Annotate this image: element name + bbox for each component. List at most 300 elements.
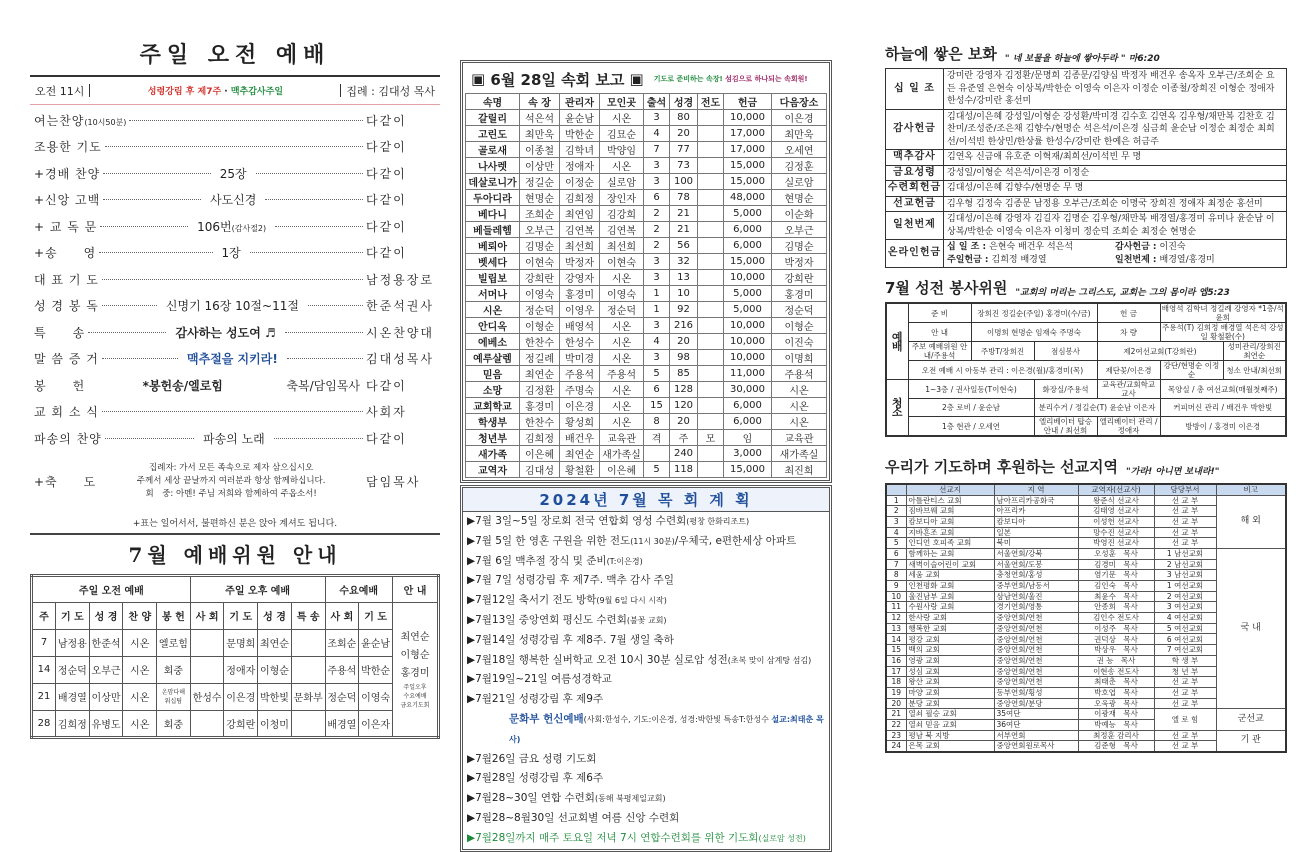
order-content [169,324,281,341]
online-label: 감사헌금 : [1115,242,1157,252]
table-cell: 아프리카 [994,506,1078,517]
table-cell: 한성수 [560,334,600,350]
middle-column [460,60,832,852]
table-cell: 최선희 [560,238,600,254]
order-label [34,244,96,261]
table-cell: 최연임 [560,206,600,222]
table-cell [698,270,724,286]
order-item-benediction [30,452,440,512]
table-cell: 캄보디아 교회 [906,516,994,527]
table-cell: 이상만 [520,158,560,174]
committee-title: 7월 예배위원 안내 [128,542,342,567]
table-cell: 수원사랑 교회 [906,602,994,613]
offering-names: 강성일/이형순 석은석/이은경 이정순 [944,165,1287,181]
table-cell: 시온 [772,398,827,414]
offering-type: 금요성령 [886,165,944,181]
table-cell: 15,000 [724,254,772,270]
plan-note: (초복 맞이 삼계탕 섬김) [727,655,812,665]
table-cell [698,174,724,190]
table-cell: 청 년 부 [1154,666,1216,677]
table-cell: 이은혜 [600,462,644,478]
plan-text: ▶7월 7일 성령강림 후 제7주. 맥추 감사 주일 [467,574,674,587]
table-cell: 청년부 [466,430,520,446]
table-cell: 18 [886,677,906,688]
table-cell: 최연순 [560,446,600,462]
dot-leader [285,332,363,333]
column-header: 주 [32,602,56,629]
region-note: 해 외 [1216,495,1286,548]
table-cell: 인천평화 교회 [906,581,994,592]
plan-item [463,512,829,532]
table-cell [698,190,724,206]
guide-note: 금요기도회 [400,701,430,709]
order-content-text: 감사하는 성도여 ♬ [175,325,276,340]
table-cell: 북미 [994,538,1078,549]
table-cell: 박예능 목사 [1078,719,1154,730]
guide-name: 최연순 [400,631,430,643]
table-cell: 한성수 [190,683,224,710]
table-cell: 믿음 [466,366,520,382]
table-cell: 이영우 [560,302,600,318]
column-header: 모인곳 [600,94,644,110]
table-cell: 학생부 [466,414,520,430]
motto-a: 기도로 준비하는 속장! [653,75,723,83]
plan-text: 문화부 헌신예배 [509,712,584,725]
table-cell: 한찬수 [520,334,560,350]
table-cell: 선 교 부 [1154,741,1216,752]
online-value: 김희정 배경열 [991,254,1047,265]
table-cell: 새벽이슬어린이 교회 [906,559,994,570]
table-row [466,398,827,414]
plan-item [463,829,829,849]
table-cell: 8 [886,570,906,581]
offering-row-online [886,240,1287,268]
table-cell: 박정자 [772,254,827,270]
table-cell: 정순덕 [520,302,560,318]
table-cell: 임 [724,430,772,446]
table-cell: 2 [886,506,906,517]
table-cell: 13 [670,270,698,286]
group-header: 주일 오후 예배 [190,575,325,602]
table-cell: 21 [670,222,698,238]
order-label-text: +신앙 고백 [34,193,101,208]
offering-type: 감사헌금 [886,109,944,150]
order-content-text: 106번 [197,219,232,234]
table-cell: 77 [670,142,698,158]
dot-leader [105,438,194,439]
table-cell: 8 [644,414,670,430]
offering-type: 일천번제 [886,212,944,240]
table-cell: 85 [670,366,698,382]
table-cell [291,629,325,656]
online-label: 십 일 조 : [947,242,987,252]
table-cell: 중앙연회/연천 [994,645,1078,656]
table-cell: 오부근 [772,222,827,238]
offering-row [886,181,1287,197]
table-cell: 24 [886,741,906,752]
table-cell: 6,000 [724,222,772,238]
guide-note: 수요예배 [403,692,427,700]
plan-note: (T:이은경) [606,556,643,566]
plan-text: ▶7월28~30일 연합 수련회 [467,792,595,805]
dot-leader [274,438,363,439]
plan-item [463,769,829,789]
service-cell: 1층 현관 / 오세연 [908,417,1034,437]
column-header: 찬 양 [123,602,157,629]
table-cell: 선 교 부 [1154,677,1216,688]
table-cell: 함께하는 교회 [906,548,994,559]
online-value: 이진숙 [1159,242,1186,252]
table-cell: 강희란 [772,270,827,286]
dot-leader [102,279,363,280]
group-header: 주일 오전 예배 [32,575,191,602]
season-separator: · [221,87,231,97]
service-row [886,303,1286,323]
table-cell: 22 [886,719,906,730]
guide-name: 이형순 [400,649,430,661]
table-cell: 선 교 부 [1154,506,1216,517]
service-cell: 커피머신 관리 / 배건우 박한빛 [1160,399,1286,417]
online-line [947,241,1283,254]
column-header: 다음장소 [772,94,827,110]
table-cell: 5,000 [724,286,772,302]
table-cell: 3 [644,270,670,286]
plan-text: ▶7월28~8월30일 선교회별 여름 신앙 수련회 [467,811,680,824]
table-cell: 짐바브웨 교회 [906,506,994,517]
table-cell: 7 [644,142,670,158]
table-cell: 권덕상 목사 [1078,634,1154,645]
table-cell: 김묘순 [600,126,644,142]
service-cell: 차 량 [1097,323,1160,342]
table-cell [291,656,325,683]
plan-item [463,690,829,710]
table-cell: 정애자 [560,158,600,174]
table-cell [190,629,224,656]
order-label-text: 조용한 기도 [34,140,102,155]
table-cell: 김준형 목사 [1078,741,1154,752]
table-cell: 7 여선교회 [1154,645,1216,656]
table-cell: 10,000 [724,318,772,334]
plan-item [463,809,829,829]
table-cell: 캄보디아 [994,516,1078,527]
table-cell [698,126,724,142]
table-cell: 4 [644,126,670,142]
plan-item [463,532,829,552]
table-cell: 시온 [600,382,644,398]
service-title: 7월 성전 봉사위원 [885,279,1008,297]
table-cell: 조회순 [325,629,359,656]
table-cell: 이순화 [772,206,827,222]
table-row [32,710,439,737]
table-cell: 최선희 [600,238,644,254]
table-cell: 21 [32,683,56,710]
table-cell: 3 [644,318,670,334]
order-person: 다같이 [366,378,407,393]
table-cell: 이명희 [772,350,827,366]
order-label-text: 대 표 기 도 [34,272,99,287]
table-row [466,366,827,382]
table-cell: 정순덕 [772,302,827,318]
order-label [34,324,85,341]
order-label-text: + 교 독 문 [34,219,98,234]
table-cell: 박미경 [560,350,600,366]
column-header: 성경 [670,94,698,110]
service-cell: 목양실 / 총 여선교회(매월첫째주) [1160,380,1286,399]
benediction-line: 주께서 세상 끝날까지 여러분과 항상 함께하십니다. [136,476,326,486]
table-cell: 20 [886,698,906,709]
table-cell: 두아디라 [466,190,520,206]
table-cell: 6 [644,190,670,206]
table-row [466,142,827,158]
table-cell: 6 [644,382,670,398]
service-cell: 헌 금 [1097,303,1160,323]
service-cell: 이명희 현명순 임재숙 주명숙 [971,323,1097,342]
plan-item [463,670,829,690]
table-row [466,126,827,142]
table-cell: 강희란 [520,270,560,286]
column-header-row [32,602,439,629]
table-cell: 15 [886,645,906,656]
table-cell: 80 [670,110,698,126]
header-row [466,94,827,110]
plan-note-preacher: 설교:최태춘 목사) [509,714,824,744]
table-cell: 열쇠 필승 교회 [906,709,994,720]
dot-leader [287,358,363,359]
table-cell: 6 여선교회 [1154,634,1216,645]
table-cell: 10,000 [724,270,772,286]
column-header: 성 경 [89,602,123,629]
table-cell: 김대성 [520,462,560,478]
table-cell: 주용석 [325,656,359,683]
offering-row [886,109,1287,150]
table-cell: 배경열 [56,683,90,710]
table-cell: 엘로힘 [157,629,191,656]
missions-table [885,483,1287,753]
column-header: 속 장 [520,94,560,110]
worship-committee-table [30,574,440,739]
table-cell: 행복한 교회 [906,623,994,634]
table-cell: 240 [670,446,698,462]
table-cell: 21 [886,709,906,720]
order-label-text: 교 회 소 식 [34,405,99,420]
table-cell: 배건우 [560,430,600,446]
table-cell: 주용석 [600,366,644,382]
table-cell: 베들레헴 [466,222,520,238]
table-row [466,382,827,398]
table-cell: 1 [886,495,906,506]
table-row [466,174,827,190]
table-cell: 32 [670,254,698,270]
offering-row [886,150,1287,166]
table-cell: 73 [670,158,698,174]
service-cell: 배영석 김학녀 정길례 강영자 *1층/석윤희 [1160,303,1286,323]
table-cell: 배경열 [325,710,359,737]
order-label-text: 봉 헌 [34,378,86,393]
service-cell: 강단/현명순 이정순 [1160,361,1223,380]
order-item [30,319,440,346]
table-cell: 1 [644,286,670,302]
table-cell: 홍경미 [772,286,827,302]
service-cell: 제2여선교회(T강희란) [1097,342,1223,361]
table-cell: 중앙연회/연천 [994,666,1078,677]
benediction-line: 집례자: 가서 모든 족속으로 제자 삼으십시오 [149,463,314,473]
plan-text: ▶7월21일 성령강림 후 제9주 [467,693,604,706]
table-cell: 36여단 [994,719,1078,730]
region-note: 기 관 [1216,730,1286,752]
order-label-text: 여는찬양 [34,113,85,128]
table-cell: 7 [886,559,906,570]
guide-note: 주일오후 [403,683,427,691]
offering-names: 김대성/이은혜 강영자 김길자 김명순 김우형/채만복 배경열/홍경미 유미나 윤순남 이상복/박한순 이영숙 이은자 이청미 정순덕 조희순 최정순 현명순 [944,212,1287,240]
table-cell: 17,000 [724,126,772,142]
dot-leader [100,226,188,227]
table-cell [698,222,724,238]
table-row [886,709,1286,720]
order-label [34,271,99,288]
online-offering-names [944,240,1287,268]
plan-item [463,552,829,572]
plan-note: (실로암 성전) [758,833,806,843]
service-cell: 성미관리/장희진 최연순 [1223,342,1286,361]
offerings-title: 하늘에 쌓은 보화 [885,45,997,63]
online-label: 주일헌금 : [947,254,989,265]
table-cell: 김정훈 [772,158,827,174]
table-cell: 선 교 부 [1154,687,1216,698]
plan-item [463,571,829,591]
table-cell: 강영자 [560,270,600,286]
table-cell: 시온 [600,158,644,174]
table-cell: 새가족실 [772,446,827,462]
column-header: 헌금 [724,94,772,110]
order-person: 시온찬양대 [366,325,434,340]
table-cell: 4 [644,334,670,350]
table-cell: 경기연회/영통 [994,602,1078,613]
table-cell: 마양 교회 [906,687,994,698]
table-row [886,730,1286,741]
table-cell: 왕준식 선교사 [1078,495,1154,506]
table-cell: 중앙연회/연천 [994,623,1078,634]
table-cell [698,366,724,382]
service-row [886,342,1286,361]
table-cell: 동부연회/횡성 [994,687,1078,698]
offering-type: 선교헌금 [886,196,944,212]
table-cell: 오욱광 목사 [1078,698,1154,709]
plan-note: (11시 30분) [630,536,675,546]
table-cell: 새가족 [466,446,520,462]
order-person: 한준석권사 [366,299,434,314]
offering-names: 김대성/이은혜 강성일/이형순 강성환/박미경 김수호 김연옥 김우형/채만복 김찬호 김찬미/조성준/조은채 김향수/현명순 석은석/이은경 심금희 윤순남 이정순 최정순 최희선/이석빈 한상민/한상률 한성수/강미란 한예은 허금주 [944,109,1287,150]
table-cell: 3 [644,174,670,190]
table-cell: 권 능 목사 [1078,655,1154,666]
table-cell [698,446,724,462]
plan-item [463,591,829,611]
benediction-text [96,462,366,501]
table-cell: 교육관 [600,430,644,446]
order-label [34,218,97,235]
table-cell: 3 [644,110,670,126]
online-value: 은현숙 배건우 석은석 [989,242,1074,252]
table-row [466,206,827,222]
table-cell: 이종철 [520,142,560,158]
table-cell: 정애자 [224,656,258,683]
column-header: 기 도 [224,602,258,629]
table-cell [190,656,224,683]
table-cell [698,318,724,334]
missions-header [885,455,1287,477]
order-content [191,218,272,235]
service-cell: 분리수거 / 정길순(T) 윤순남 이은자 [1034,399,1160,417]
table-cell: 시온 [600,318,644,334]
table-cell: 48,000 [724,190,772,206]
table-cell: 2 [644,238,670,254]
table-cell: 이영숙 [359,683,393,710]
table-cell: 황성희 [560,414,600,430]
table-cell: 문화부 [291,683,325,710]
order-person: 다같이 [366,113,407,128]
order-label [34,297,99,314]
table-row [466,302,827,318]
table-cell: 선 교 부 [1154,527,1216,538]
table-cell: 5 [644,366,670,382]
table-cell: 이은자 [359,710,393,737]
table-row [466,110,827,126]
table-cell: 4 여선교회 [1154,613,1216,624]
table-cell: 김명순 [520,238,560,254]
table-cell: 에베소 [466,334,520,350]
table-cell: 시온 [772,414,827,430]
online-entry [1115,254,1283,267]
table-cell: 이은혜 [520,446,560,462]
table-cell: 중앙연회/연천 [994,655,1078,666]
table-row [32,629,439,656]
order-person: 다같이 [366,431,407,446]
table-cell: 92 [670,302,698,318]
order-label-text: +경배 찬양 [34,166,101,181]
table-cell: 3 남선교회 [1154,570,1216,581]
table-cell: 오부근 [520,222,560,238]
table-cell: 5,000 [724,302,772,318]
table-cell: 5 여선교회 [1154,623,1216,634]
table-cell: 주 [670,430,698,446]
order-item [30,266,440,293]
table-cell: 시온 [123,629,157,656]
service-cell: 교육관/교회학교 교사 [1097,380,1160,399]
table-cell: 고린도 [466,126,520,142]
table-cell: 12 [886,613,906,624]
table-cell: 석은석 [520,110,560,126]
table-cell: 분당 교회 [906,698,994,709]
table-cell: 시온 [600,398,644,414]
table-cell: 15,000 [724,462,772,478]
table-cell: 선 교 부 [1154,538,1216,549]
season-week: 성령강림 후 제7주 [147,87,222,97]
order-label [34,377,85,394]
order-label: +축 도 [34,475,97,489]
table-cell: 교회학교 [466,398,520,414]
table-cell: 주용석 [772,366,827,382]
column-header: 담당부서 [1154,484,1216,495]
table-cell: 이영숙 [520,286,560,302]
table-cell: 10 [886,591,906,602]
table-cell: 김학녀 [560,142,600,158]
table-cell: 박영진 선교사 [1078,538,1154,549]
table-cell: 서머나 [466,286,520,302]
order-item [30,399,440,426]
service-cell: 주방T/장희진 [971,342,1034,361]
order-person: 다같이 [366,166,407,181]
guide-name: 홍경미 [400,667,430,679]
order-item [30,213,440,240]
